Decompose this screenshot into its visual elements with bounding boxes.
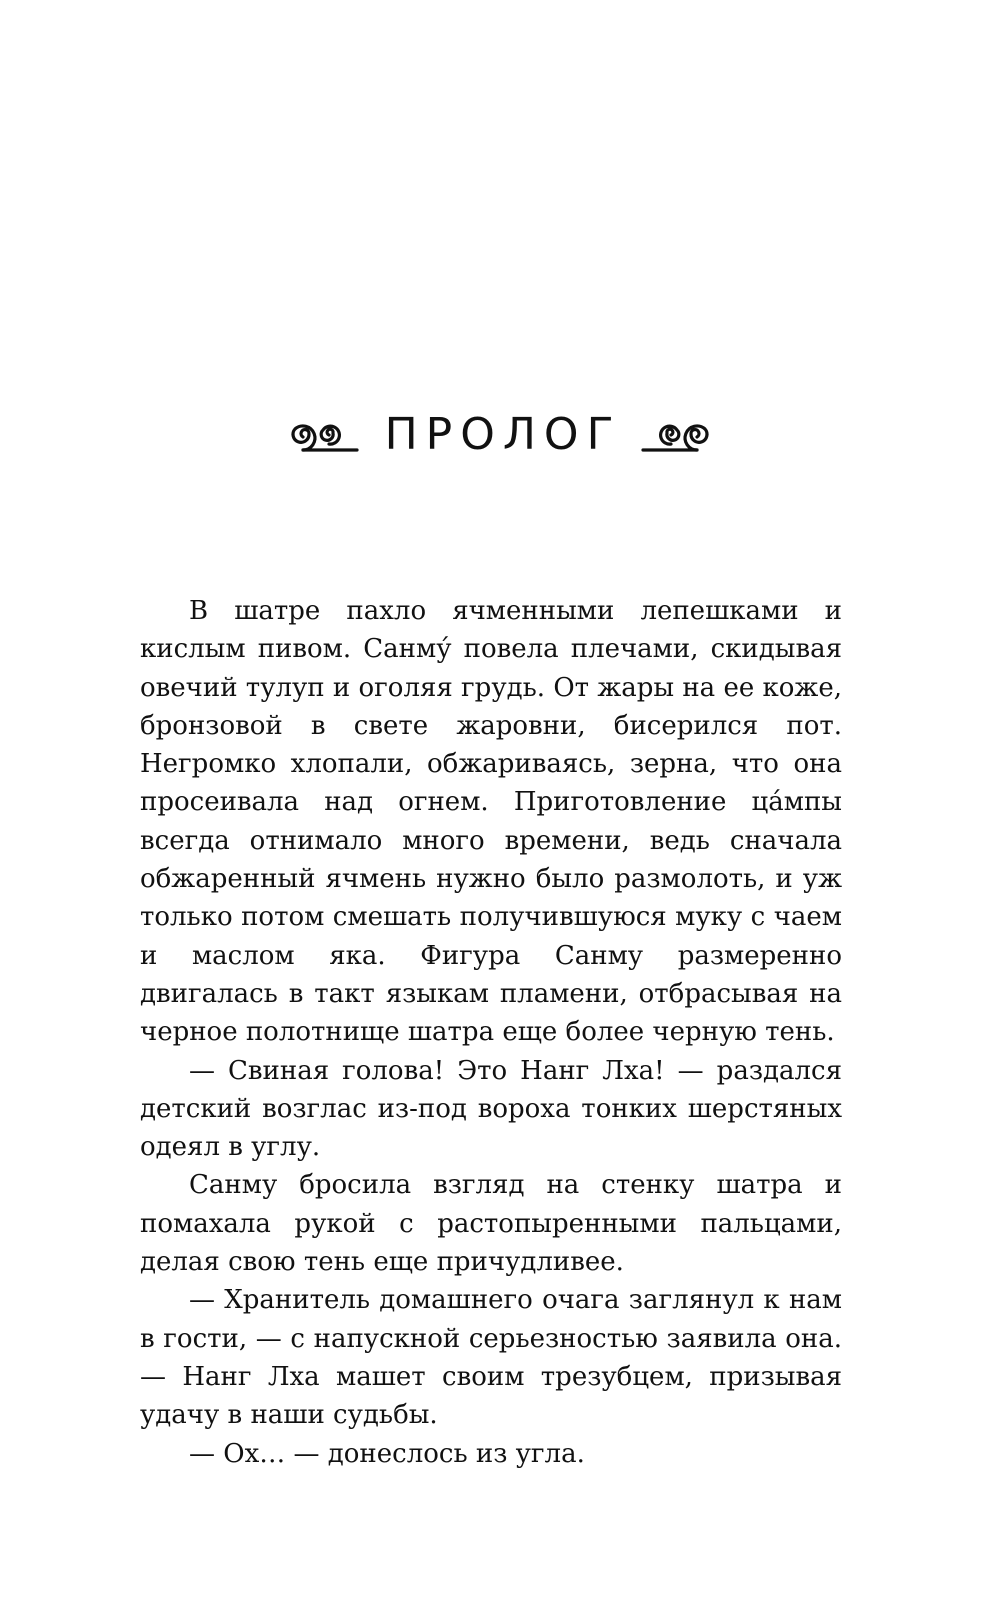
chapter-heading (0, 400, 1000, 470)
paragraph: В шатре пахло ячменными лепешками и кислым пивом. Санму́ повела плечами, скидывая овечий тулуп и оголяя грудь. От жары на ее коже, бронзовой в свете жаровни, бисерился пот. Негромко хлопали, обжариваясь, зерна, что она просеивала над огнем. Приготовление ца́мпы всегда отнимало много времени, ведь сначала обжаренный ячмень нужно было размолоть, и уж только потом смешать получившуюся муку с чаем и маслом яка. Фигура Санму размеренно двигалась в такт языкам пламени, отбрасывая на черное полотнище шатра еще более черную тень. (140, 596, 842, 1048)
paragraph: — Ох… — донеслось из угла. (189, 1438, 585, 1469)
prologue-text (140, 592, 842, 1473)
chapter-title: ПРОЛОГ (384, 409, 622, 460)
paragraph: — Свиная голова! Это Нанг Лха! — раздался детский возглас из-под вороха тонких шерстяных одеял в углу. (140, 1055, 842, 1163)
paragraph: — Хранитель домашнего очага заглянул к нам в гости, — с напускной серьезностью заявила она. — Нанг Лха машет своим трезубцем, призывая удачу в наши судьбы. (140, 1285, 842, 1431)
paragraph: Санму бросила взгляд на стенку шатра и помахала рукой с растопыренными пальцами, делая свою тень еще причудливее. (140, 1170, 842, 1278)
double-spiral-ornament-right-icon (639, 413, 717, 457)
double-spiral-ornament-left-icon (283, 413, 361, 457)
